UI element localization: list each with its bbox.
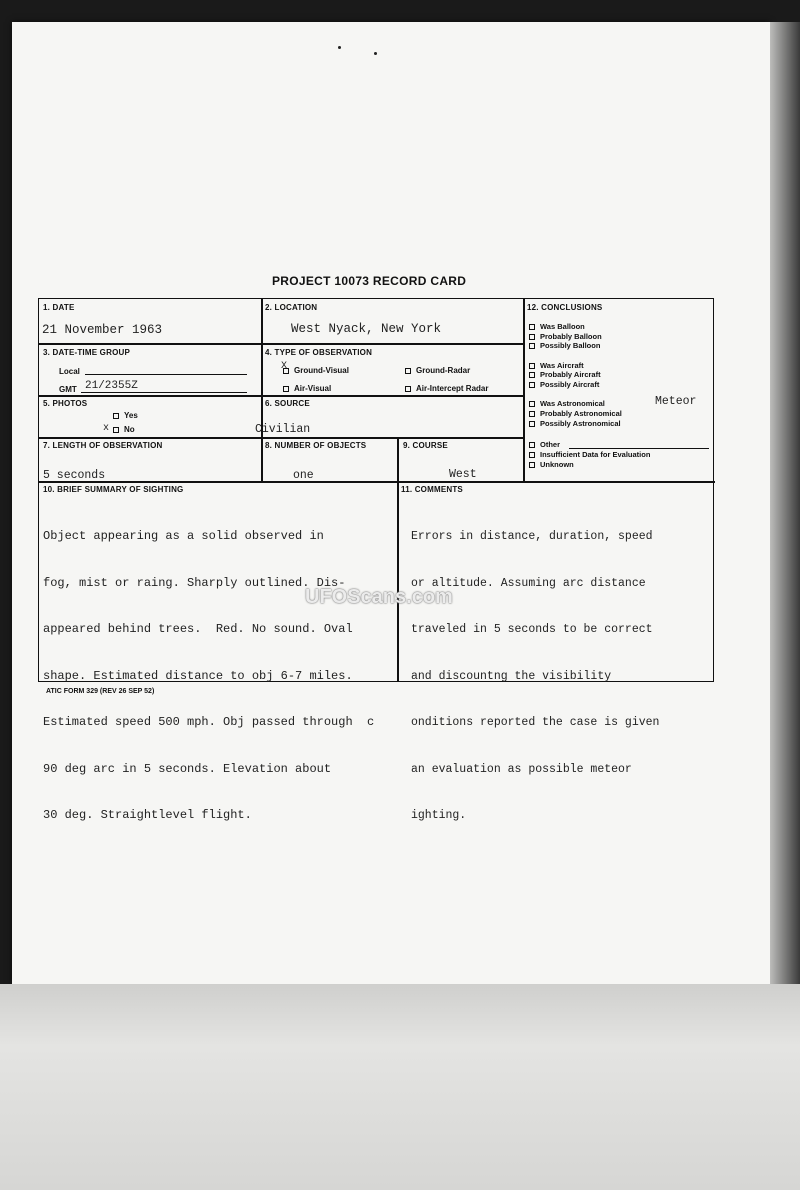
possibly-astronomical-label: Possibly Astronomical [540, 419, 621, 428]
probably-aircraft-option[interactable] [529, 370, 601, 379]
ground-radar-option[interactable] [405, 366, 470, 375]
number-of-objects-value: one [293, 469, 314, 482]
watermark: UFOScans.com [305, 586, 453, 608]
source-value: Civilian [255, 423, 311, 436]
was-astronomical-label: Was Astronomical [540, 399, 605, 408]
date-label: 1. DATE [43, 303, 75, 312]
length-of-observation-value: 5 seconds [43, 469, 106, 482]
air-intercept-radar-option[interactable] [405, 384, 488, 393]
checkbox-icon [283, 386, 289, 392]
ground-visual-check-mark: X [281, 361, 288, 372]
type-of-observation-label: 4. TYPE OF OBSERVATION [265, 348, 373, 357]
ground-radar-label: Ground-Radar [416, 366, 471, 375]
summary-line: 30 deg. Straightlevel flight. [43, 808, 252, 822]
card-title: PROJECT 10073 RECORD CARD [272, 274, 467, 288]
summary-line: 90 deg arc in 5 seconds. Elevation about [43, 761, 332, 776]
checkbox-icon [529, 442, 535, 448]
air-visual-option[interactable] [283, 384, 331, 393]
dust-speck [338, 46, 341, 49]
checkbox-icon [529, 334, 535, 340]
checkbox-icon [405, 386, 411, 392]
was-balloon-option[interactable] [529, 322, 585, 331]
conclusions-label: 12. CONCLUSIONS [527, 303, 603, 312]
was-aircraft-label: Was Aircraft [540, 361, 584, 370]
gmt-value: 21/2355Z [85, 380, 138, 392]
comments-text [411, 498, 659, 855]
probably-astronomical-option[interactable] [529, 409, 622, 418]
other-label: Other [540, 440, 561, 449]
source-label: 6. SOURCE [265, 399, 310, 408]
comment-line: traveled in 5 seconds to be correct [411, 623, 653, 636]
checkbox-icon [529, 411, 535, 417]
checkbox-icon [113, 427, 119, 433]
astronomical-note: Meteor [655, 395, 697, 408]
brief-summary-text [43, 498, 374, 855]
ground-visual-label: Ground-Visual [294, 366, 349, 375]
date-time-group-label: 3. DATE-TIME GROUP [43, 348, 131, 357]
summary-line: fog, mist or raing. Sharply outlined. Dis- [43, 575, 346, 590]
location-label: 2. LOCATION [265, 303, 318, 312]
insufficient-data-label: Insufficient Data for Evaluation [540, 450, 651, 459]
checkbox-icon [529, 401, 535, 407]
page-edge-shadow [770, 22, 800, 984]
checkbox-icon [529, 382, 535, 388]
photos-no-label: No [124, 425, 135, 434]
summary-line: appeared behind trees. Red. No sound. Oval [43, 622, 353, 636]
comment-line: Errors in distance, duration, speed [411, 530, 653, 543]
comment-line: or altitude. Assuming arc distance [411, 576, 646, 590]
brief-summary-label: 10. BRIEF SUMMARY OF SIGHTING [43, 485, 184, 494]
possibly-aircraft-option[interactable] [529, 380, 599, 389]
comment-line: an evaluation as possible meteor [411, 762, 632, 776]
ground-visual-option[interactable] [283, 366, 349, 375]
checkbox-icon [529, 462, 535, 468]
length-of-observation-label: 7. LENGTH OF OBSERVATION [43, 441, 163, 450]
air-visual-label: Air-Visual [294, 384, 332, 393]
date-value: 21 November 1963 [42, 323, 163, 337]
photos-no-mark: x [103, 423, 110, 434]
checkbox-icon [529, 324, 535, 330]
was-astronomical-option[interactable] [529, 399, 605, 408]
was-aircraft-option[interactable] [529, 361, 584, 370]
comments-label: 11. COMMENTS [401, 485, 463, 494]
location-value: West Nyack, New York [291, 322, 442, 336]
comment-line: onditions reported the case is given [411, 716, 660, 729]
gmt-label: GMT [59, 385, 77, 394]
local-fill-line [85, 374, 247, 375]
gmt-fill-line [81, 392, 247, 393]
other-option[interactable] [529, 440, 560, 449]
checkbox-icon [113, 413, 119, 419]
other-fill-line [569, 448, 709, 449]
probably-aircraft-label: Probably Aircraft [540, 370, 601, 379]
dust-speck [374, 52, 377, 55]
was-balloon-label: Was Balloon [540, 322, 585, 331]
possibly-astronomical-option[interactable] [529, 419, 621, 428]
probably-astronomical-label: Probably Astronomical [540, 409, 622, 418]
photos-label: 5. PHOTOS [43, 399, 88, 408]
unknown-label: Unknown [540, 460, 574, 469]
summary-line: Estimated speed 500 mph. Obj passed through c [43, 715, 375, 729]
possibly-aircraft-label: Possibly Aircraft [540, 380, 600, 389]
checkbox-icon [529, 421, 535, 427]
checkbox-icon [529, 372, 535, 378]
photos-no-option[interactable] [113, 425, 135, 434]
film-strip-background [0, 984, 800, 1190]
course-value: West [449, 468, 477, 481]
checkbox-icon [405, 368, 411, 374]
checkbox-icon [529, 363, 535, 369]
course-label: 9. COURSE [403, 441, 448, 450]
probably-balloon-label: Probably Balloon [540, 332, 602, 341]
air-intercept-radar-label: Air-Intercept Radar [416, 384, 489, 393]
summary-line: Object appearing as a solid observed in [43, 529, 324, 543]
probably-balloon-option[interactable] [529, 332, 602, 341]
number-of-objects-label: 8. NUMBER OF OBJECTS [265, 441, 367, 450]
form-footer: ATIC FORM 329 (REV 26 SEP 52) [46, 688, 155, 695]
local-label: Local [59, 367, 80, 376]
summary-line: shape. Estimated distance to obj 6-7 miles. [43, 668, 353, 683]
insufficient-data-option[interactable] [529, 450, 650, 459]
comment-line: and discountng the visibility [411, 669, 612, 683]
photos-yes-label: Yes [124, 411, 138, 420]
checkbox-icon [529, 343, 535, 349]
possibly-balloon-option[interactable] [529, 341, 600, 350]
unknown-option[interactable] [529, 460, 574, 469]
possibly-balloon-label: Possibly Balloon [540, 341, 601, 350]
photos-yes-option[interactable] [113, 411, 138, 420]
comment-line: ighting. [411, 809, 467, 822]
checkbox-icon [529, 452, 535, 458]
